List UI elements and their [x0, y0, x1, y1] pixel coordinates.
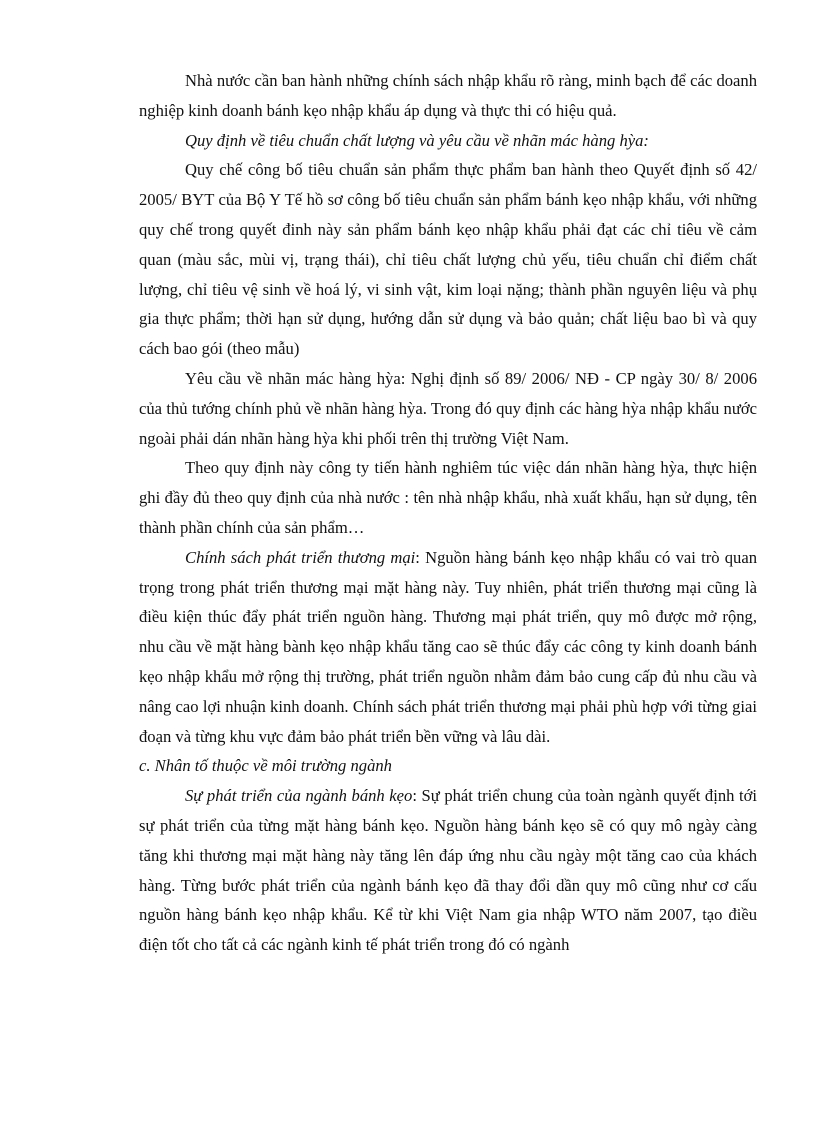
- industry-development-text: : Sự phát triển chung của toàn ngành quyết định tới sự phát triển của từng mặt hàng bánh kẹo. Nguồn hàng bánh kẹo sẽ có quy mô ngày càng tăng khi thương mại mặt hàng này tăng lên đáp ứng nhu cầu ngày một tăng cao của khách hàng. Từng bước phát triển của ngành bánh kẹo đã thay đổi dần quy mô cũng như cơ cấu nguồn hàng bánh kẹo nhập khẩu. Kể từ khi Việt Nam gia nhập WTO năm 2007, tạo điều điện tốt cho tất cả các ngành kinh tế phát triển trong đó có ngành: [139, 786, 757, 955]
- document-page: [139, 66, 757, 960]
- paragraph-trade-policy: [139, 543, 757, 752]
- paragraph-company-labeling: Theo quy định này công ty tiến hành nghiêm túc việc dán nhãn hàng hỳa, thực hiện ghi đầy đủ theo quy định của nhà nước : tên nhà nhập khẩu, nhà xuất khẩu, hạn sử dụng, tên thành phần chính của sản phẩm…: [139, 458, 757, 537]
- paragraph-quality-regulation: Quy chế công bố tiêu chuẩn sản phẩm thực phẩm ban hành theo Quyết định số 42/ 2005/ BYT của Bộ Y Tế hồ sơ công bố tiêu chuẩn sản phẩm bánh kẹo nhập khẩu, với những quy chế trong quyết đinh này sản phẩm bánh kẹo nhập khẩu phải đạt các chỉ tiêu về cảm quan (màu sắc, mùi vị, trạng thái), chỉ tiêu chất lượng chủ yếu, tiêu chuẩn chỉ điểm chất lượng, chỉ tiêu vệ sinh về hoá lý, vi sinh vật, kim loại nặng; thành phần nguyên liệu và phụ gia thực phẩm; thời hạn sử dụng, hướng dẫn sử dụng và bảo quản; chất liệu bao bì và quy cách bao gói (theo mẫu): [139, 160, 757, 359]
- paragraph-industry-development: [139, 781, 757, 960]
- heading-industry-factors: c. Nhân tố thuộc về môi trường ngành: [139, 756, 392, 776]
- trade-policy-lead: Chính sách phát triển thương mại: [185, 547, 416, 567]
- paragraph-label-requirement: Yêu cầu về nhãn mác hàng hỳa: Nghị định số 89/ 2006/ NĐ - CP ngày 30/ 8/ 2006 của thủ tướng chính phủ về nhãn hàng hỳa. Trong đó quy định các hàng hỳa nhập khẩu nước ngoài phải dán nhãn hàng hỳa khi phối trên thị trường Việt Nam.: [139, 368, 757, 448]
- trade-policy-text: : Nguồn hàng bánh kẹo nhập khẩu có vai trò quan trọng trong phát triển thương mại mặt hàng này. Tuy nhiên, phát triển thương mại cũng là điều kiện thúc đẩy phát triển nguồn hàng. Thương mại phát triển, quy mô được mở rộng, nhu cầu về mặt hàng bành kẹo nhập khẩu tăng cao sẽ thúc đẩy các công ty kinh doanh bánh kẹo nhập khẩu mở rộng thị trường, phát triển nguồn nhằm đảm bảo cung cấp đủ nhu cầu và nâng cao lợi nhuận kinh doanh. Chính sách phát triển thương mại phải phù hợp với từng giai đoạn và từng khu vực đảm bảo phát triển bền vững và lâu dài.: [139, 547, 758, 746]
- paragraph-import-policy: Nhà nước cần ban hành những chính sách nhập khẩu rõ ràng, minh bạch để các doanh nghiệp kinh doanh bánh kẹo nhập khẩu áp dụng và thực thi có hiệu quả.: [139, 71, 757, 120]
- industry-development-lead: Sự phát triển của ngành bánh kẹo: [185, 786, 413, 806]
- heading-quality-standards: Quy định về tiêu chuẩn chất lượng và yêu cầu về nhãn mác hàng hỳa:: [185, 130, 649, 150]
